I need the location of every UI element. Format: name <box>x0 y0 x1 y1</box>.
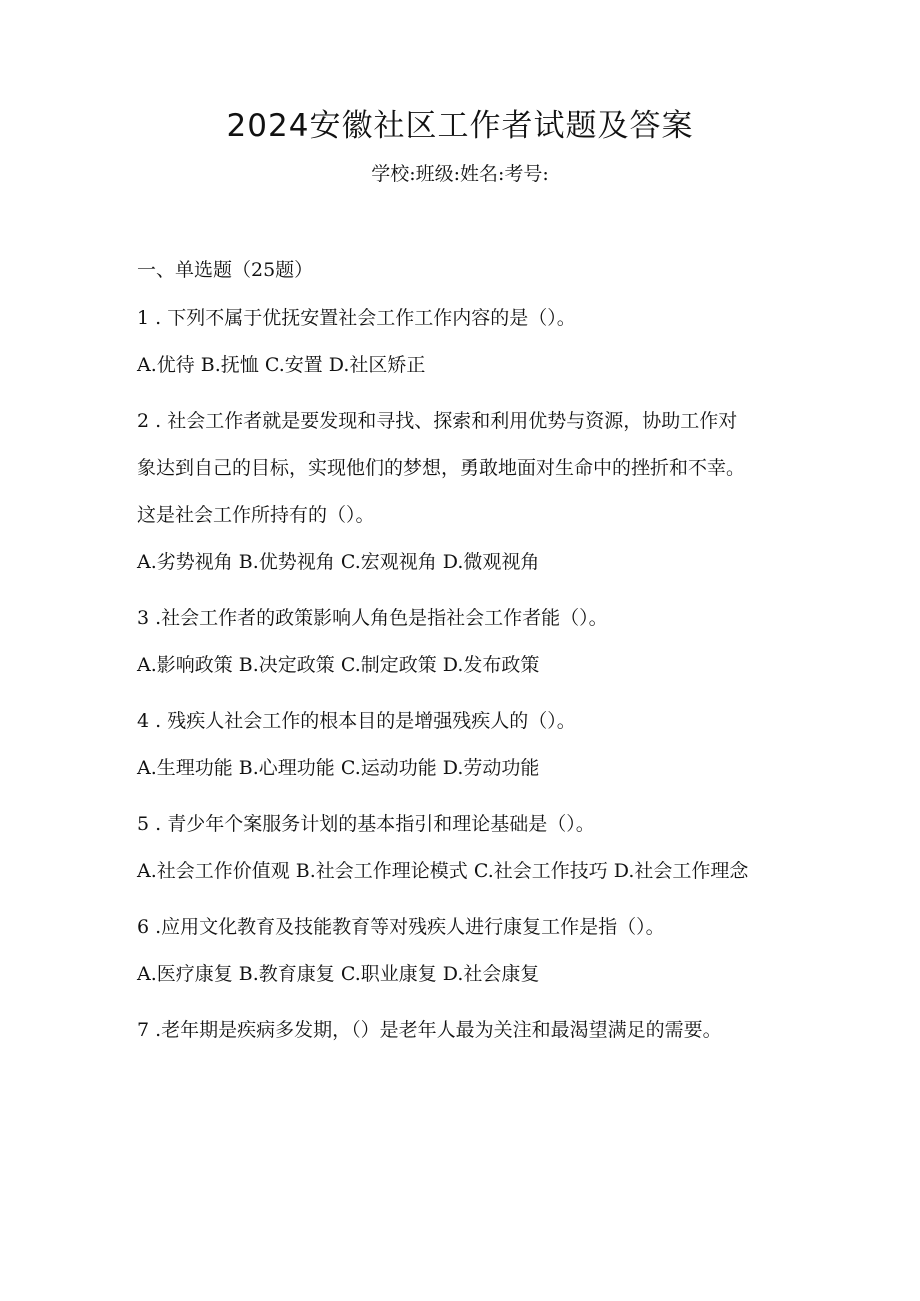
question-options: A.社会工作价值观 B.社会工作理论模式 C.社会工作技巧 D.社会工作理念 <box>137 860 749 882</box>
question-text: 象达到自己的目标，实现他们的梦想，勇敢地面对生命中的挫折和不幸。 <box>137 457 746 479</box>
question-text: 5 . 青少年个案服务计划的基本指引和理论基础是（）。 <box>137 813 595 835</box>
question-text: 2 . 社会工作者就是要发现和寻找、探索和利用优势与资源，协助工作对 <box>137 410 738 432</box>
student-info-line: 学校:班级:姓名:考号: <box>371 163 549 185</box>
question-3 <box>137 603 797 680</box>
question-6 <box>137 912 797 989</box>
question-options: A.劣势视角 B.优势视角 C.宏观视角 D.微观视角 <box>137 551 540 573</box>
question-5 <box>137 809 797 886</box>
question-options: A.优待 B.抚恤 C.安置 D.社区矫正 <box>137 354 426 376</box>
document-title: 2024安徽社区工作者试题及答案 <box>226 108 694 144</box>
question-4 <box>137 706 797 783</box>
question-options: A.医疗康复 B.教育康复 C.职业康复 D.社会康复 <box>137 963 540 985</box>
question-text: 1 . 下列不属于优抚安置社会工作工作内容的是（）。 <box>137 307 576 329</box>
question-options: A.生理功能 B.心理功能 C.运动功能 D.劳动功能 <box>137 757 540 779</box>
question-text: 4 . 残疾人社会工作的根本目的是增强残疾人的（）。 <box>137 710 576 732</box>
question-options: A.影响政策 B.决定政策 C.制定政策 D.发布政策 <box>137 654 540 676</box>
document-body <box>137 255 797 1062</box>
section-heading: 一、单选题（25题） <box>137 259 314 281</box>
question-2 <box>137 406 797 577</box>
question-text: 3 .社会工作者的政策影响人角色是指社会工作者能（）。 <box>137 607 608 629</box>
question-text: 这是社会工作所持有的（）。 <box>137 504 375 526</box>
question-1 <box>137 303 797 380</box>
question-text: 6 .应用文化教育及技能教育等对残疾人进行康复工作是指（）。 <box>137 916 665 938</box>
question-7 <box>137 1015 797 1045</box>
question-text: 7 .老年期是疾病多发期，（）是老年人最为关注和最渴望满足的需要。 <box>137 1019 722 1041</box>
